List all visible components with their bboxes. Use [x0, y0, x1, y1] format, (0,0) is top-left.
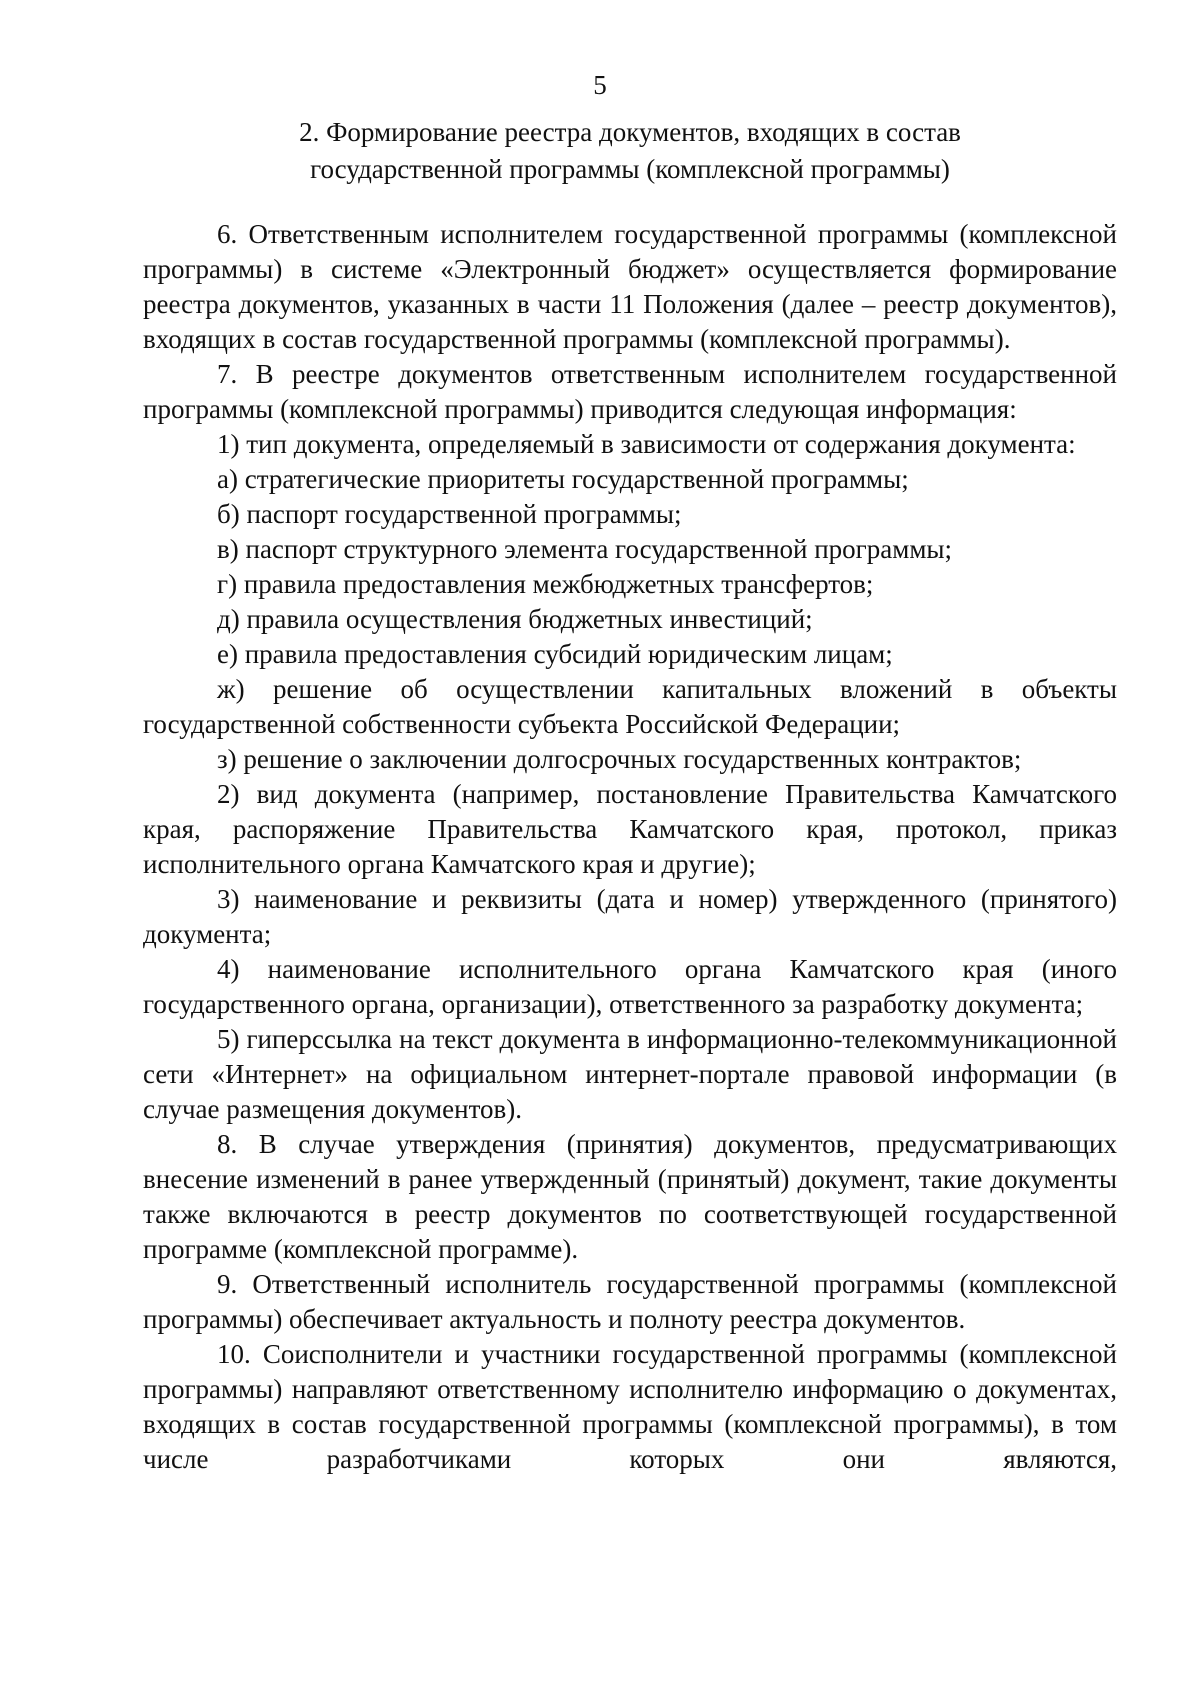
list-item: з) решение о заключении долгосрочных государственных контрактов; — [217, 744, 1022, 774]
list-item: е) правила предоставления субсидий юридическим лицам; — [217, 639, 893, 669]
list-item: 1) тип документа, определяемый в зависимости от содержания документа: — [217, 429, 1076, 459]
section-title — [200, 114, 1060, 188]
paragraph-item-6: 6. Ответственным исполнителем государственной программы (комплексной программы) в системе «Электронный бюджет» осуществляется формирование реестра документов, указанных в части 11 Положения (далее – реестр документов), входящих в состав государственной программы (комплексной программы). — [143, 219, 1117, 354]
list-item: г) правила предоставления межбюджетных трансфертов; — [217, 569, 874, 599]
list-item: 2) вид документа (например, постановление Правительства Камчатского края, распоряжение Правительства Камчатского края, протокол, приказ исполнительного органа Камчатского края и другие); — [143, 779, 1117, 879]
paragraph-item-8: 8. В случае утверждения (принятия) документов, предусматривающих внесение изменений в ранее утвержденный (принятый) документ, такие документы также включаются в реестр документов по соответствующей государственной программе (комплексной программе). — [143, 1129, 1117, 1264]
section-title-line: 2. Формирование реестра документов, входящих в состав — [299, 117, 961, 147]
paragraph-item-7: 7. В реестре документов ответственным исполнителем государственной программы (комплексной программы) приводится следующая информация: — [143, 359, 1117, 424]
list-item: а) стратегические приоритеты государственной программы; — [217, 464, 909, 494]
list-item: ж) решение об осуществлении капитальных вложений в объекты государственной собственности субъекта Российской Федерации; — [143, 674, 1117, 739]
list-item: 5) гиперссылка на текст документа в информационно-телекоммуникационной сети «Интернет» на официальном интернет-портале правовой информации (в случае размещения документов). — [143, 1024, 1117, 1124]
list-item: 3) наименование и реквизиты (дата и номер) утвержденного (принятого) документа; — [143, 884, 1117, 949]
paragraph-item-10: 10. Соисполнители и участники государственной программы (комплексной программы) направляют ответственному исполнителю информацию о документах, входящих в состав государственной программы (комплексной программы), в том числе разработчиками которых они являются, — [143, 1339, 1117, 1474]
list-item: 4) наименование исполнительного органа Камчатского края (иного государственного органа, организации), ответственного за разработку документа; — [143, 954, 1117, 1019]
paragraph-item-9: 9. Ответственный исполнитель государственной программы (комплексной программы) обеспечивает актуальность и полноту реестра документов. — [143, 1269, 1117, 1334]
list-item: в) паспорт структурного элемента государственной программы; — [217, 534, 953, 564]
page-number: 5 — [593, 70, 607, 100]
section-title-line: государственной программы (комплексной программы) — [310, 154, 950, 184]
list-item: д) правила осуществления бюджетных инвестиций; — [217, 604, 813, 634]
document-body — [143, 217, 1117, 1477]
list-item: б) паспорт государственной программы; — [217, 499, 682, 529]
